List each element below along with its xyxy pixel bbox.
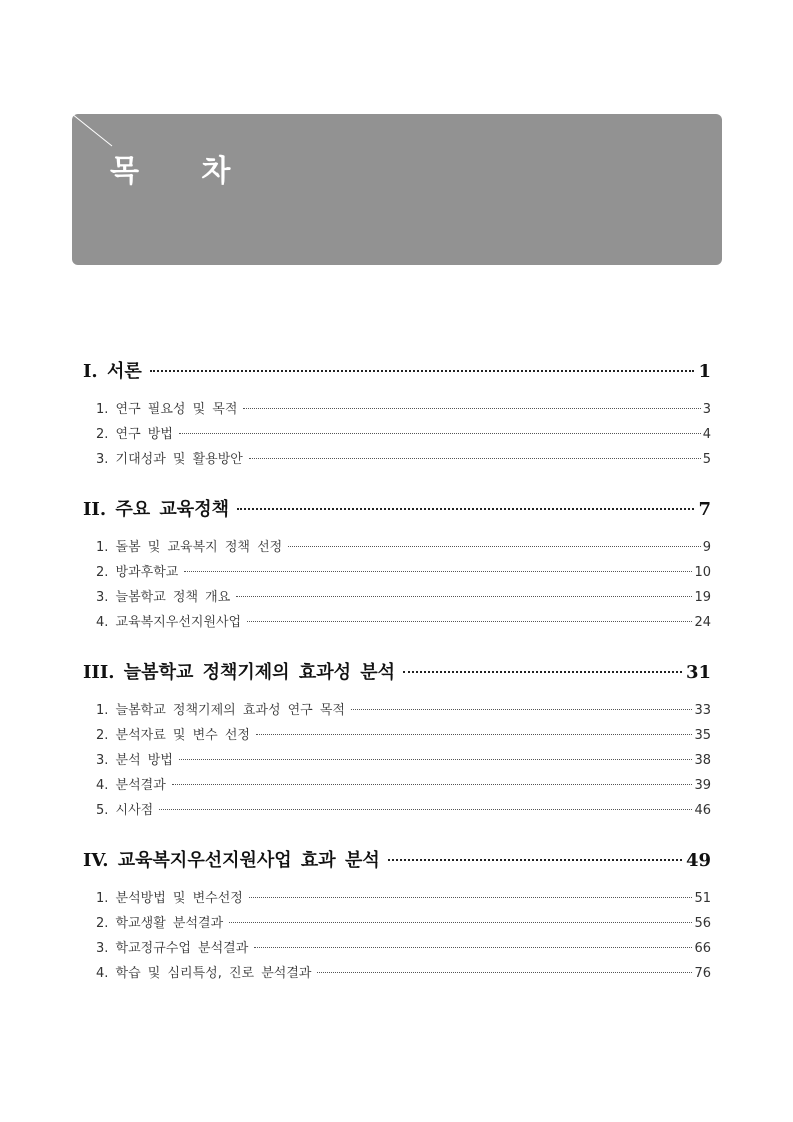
chapter-title: IV. 교육복지우선지원사업 효과 분석 [83,850,380,871]
entry-title: 3. 분석 방법 [96,753,173,768]
entry-page-number: 3 [702,402,711,417]
chapter-title: I. 서론 [83,361,142,382]
toc-entry[interactable] [83,799,711,824]
entry-title: 4. 분석결과 [96,778,166,793]
chapter-heading[interactable] [83,846,711,876]
chapter-page-number: 31 [685,662,711,683]
dot-leader [229,922,692,923]
entry-page-number: 33 [694,703,711,718]
entry-page-number: 39 [694,778,711,793]
entry-page-number: 19 [694,590,711,605]
dot-leader [247,621,692,622]
toc-header-banner [72,114,722,265]
entry-page-number: 9 [702,540,711,555]
toc-entry[interactable] [83,774,711,799]
toc-entry[interactable] [83,699,711,724]
toc-entry[interactable] [83,561,711,586]
entry-title: 1. 돌봄 및 교육복지 정책 선정 [96,540,283,555]
entry-title: 5. 시사점 [96,803,154,818]
toc-entry[interactable] [83,749,711,774]
dot-leader [150,370,695,372]
entry-title: 1. 연구 필요성 및 목적 [96,402,238,417]
dot-leader [179,433,701,434]
toc-entry[interactable] [83,448,711,473]
entry-title: 3. 기대성과 및 활용방안 [96,452,243,467]
entry-page-number: 35 [694,728,711,743]
dot-leader [159,809,692,810]
entry-page-number: 10 [694,565,711,580]
toc-entry[interactable] [83,398,711,423]
chapter-heading[interactable] [83,357,711,387]
entry-title: 4. 학습 및 심리특성, 진로 분석결과 [96,966,312,981]
dot-leader [184,571,692,572]
entry-title: 1. 늘봄학교 정책기제의 효과성 연구 목적 [96,703,345,718]
toc-entry[interactable] [83,887,711,912]
chapter-4 [83,846,711,987]
dot-leader [237,508,695,510]
dot-leader [317,972,692,973]
entry-title: 3. 학교정규수업 분석결과 [96,941,249,956]
dot-leader [388,859,682,861]
dot-leader [249,897,693,898]
toc-entry[interactable] [83,536,711,561]
toc-entry[interactable] [83,937,711,962]
entry-page-number: 5 [702,452,711,467]
entry-page-number: 4 [702,427,711,442]
dot-leader [351,709,692,710]
dot-leader [236,596,692,597]
table-of-contents [83,357,711,987]
chapter-page-number: 1 [698,361,711,382]
entry-title: 2. 방과후학교 [96,565,179,580]
chapter-1 [83,357,711,473]
toc-entry[interactable] [83,962,711,987]
entry-page-number: 38 [694,753,711,768]
chapter-3 [83,658,711,824]
chapter-page-number: 49 [685,850,711,871]
chapter-2 [83,495,711,636]
chapter-title: III. 늘봄학교 정책기제의 효과성 분석 [83,662,396,683]
dot-leader [179,759,693,760]
entry-page-number: 56 [694,916,711,931]
dot-leader [249,458,701,459]
entry-page-number: 46 [694,803,711,818]
entry-page-number: 66 [694,941,711,956]
chapter-heading[interactable] [83,658,711,688]
entry-page-number: 51 [694,891,711,906]
dot-leader [172,784,693,785]
page-title: 목 차 [110,154,257,189]
toc-entry[interactable] [83,586,711,611]
entry-title: 4. 교육복지우선지원사업 [96,615,242,630]
entry-page-number: 24 [694,615,711,630]
chapter-page-number: 7 [698,499,711,520]
entry-page-number: 76 [694,966,711,981]
chapter-title: II. 주요 교육정책 [83,499,229,520]
entry-title: 2. 분석자료 및 변수 선정 [96,728,250,743]
dot-leader [254,947,692,948]
toc-entry[interactable] [83,423,711,448]
entry-title: 3. 늘봄학교 정책 개요 [96,590,231,605]
dot-leader [403,671,682,673]
dot-leader [256,734,692,735]
entry-title: 2. 연구 방법 [96,427,173,442]
chapter-heading[interactable] [83,495,711,525]
entry-title: 1. 분석방법 및 변수선정 [96,891,243,906]
toc-entry[interactable] [83,912,711,937]
toc-entry[interactable] [83,724,711,749]
dot-leader [288,546,701,547]
dot-leader [243,408,700,409]
entry-title: 2. 학교생활 분석결과 [96,916,224,931]
toc-entry[interactable] [83,611,711,636]
